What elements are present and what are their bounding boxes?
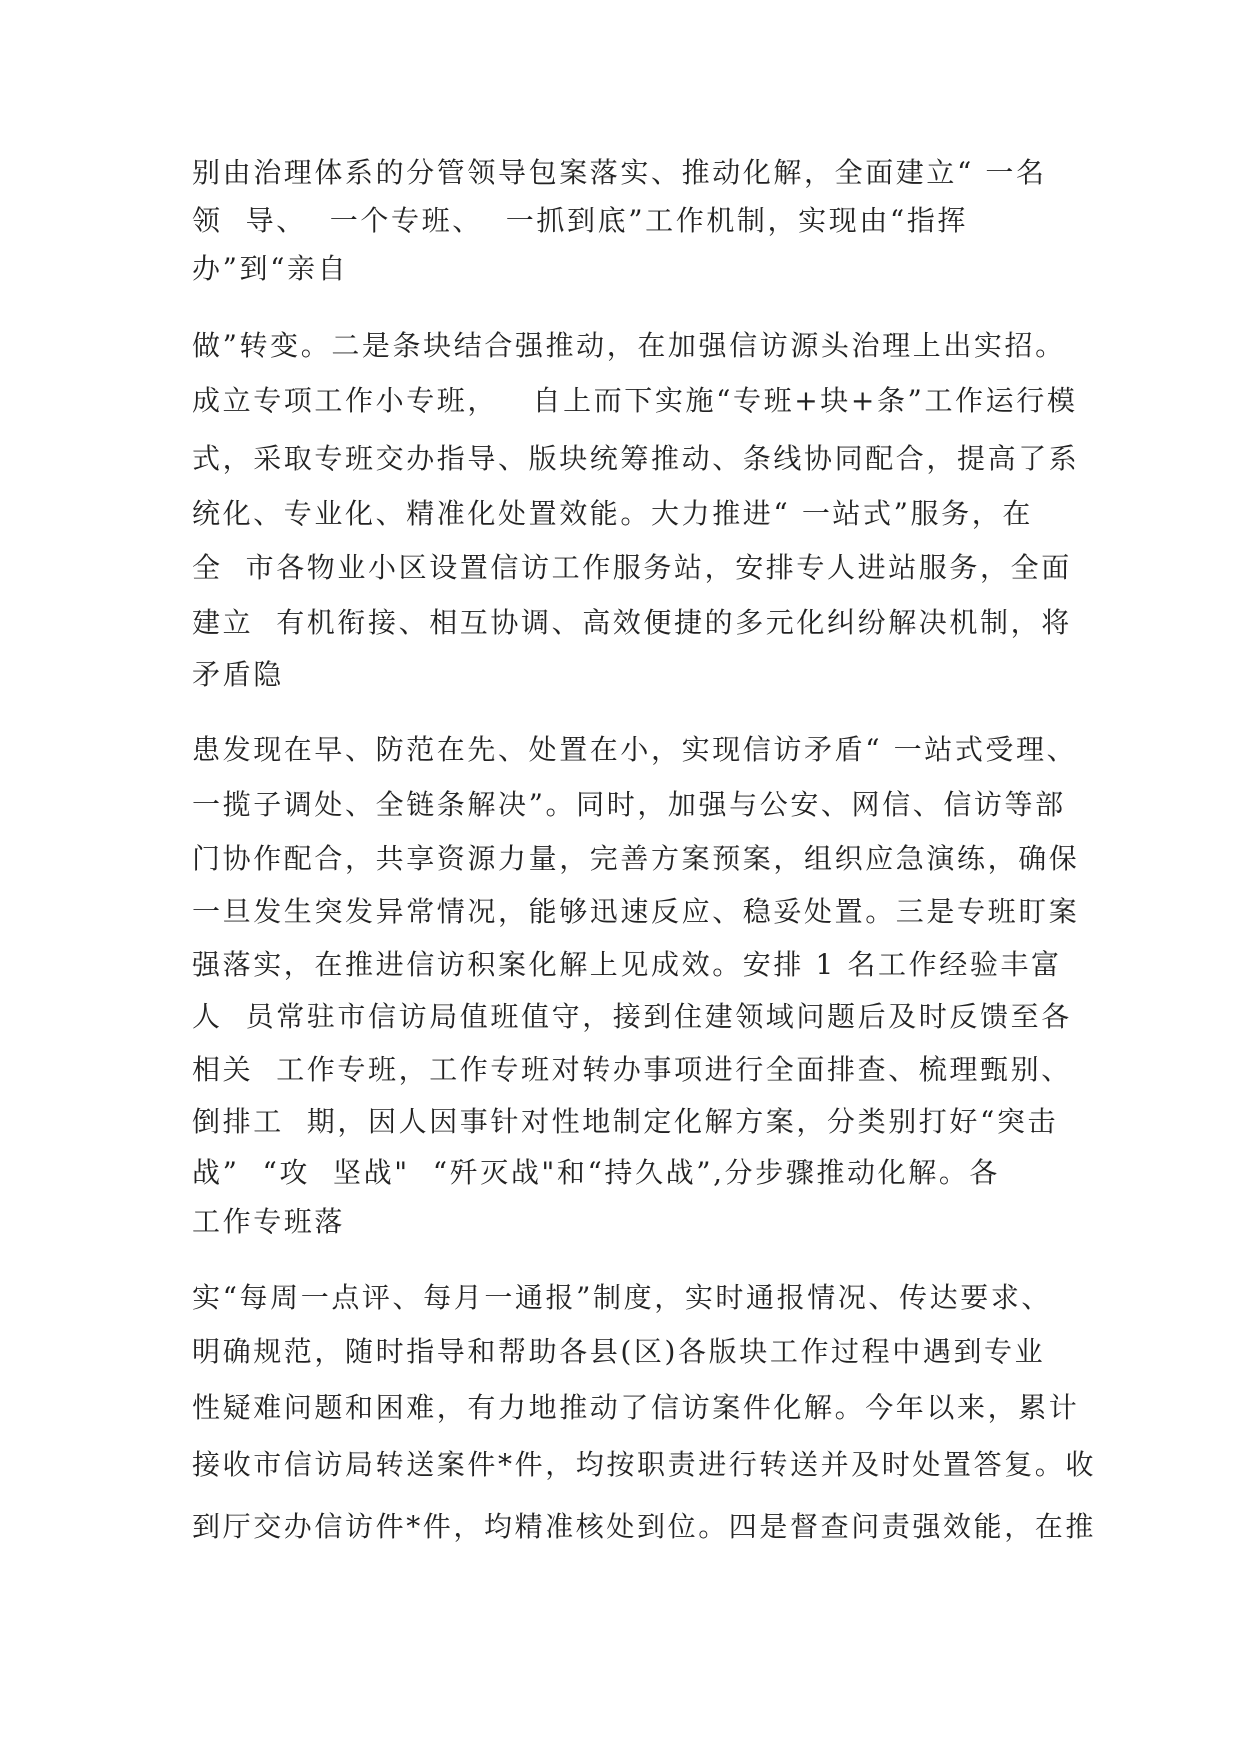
paragraph-line: 矛盾隐 [192,658,284,691]
paragraph-line: 式，采取专班交办指导、版块统筹推动、条线协同配合，提高了系 [192,442,1080,475]
paragraph-line: 门协作配合，共享资源力量，完善方案预案，组织应急演练，确保 [192,842,1080,875]
paragraph-line: 一旦发生突发异常情况，能够迅速反应、稳妥处置。三是专班盯案 [192,895,1080,928]
paragraph-line: 到厅交办信访件*件，均精准核处到位。四是督查问责强效能，在推 [192,1510,1097,1543]
paragraph-line: 工作专班落 [192,1205,346,1238]
paragraph-line: 做”转变。二是条块结合强推动，在加强信访源头治理上出实招。 [192,329,1066,362]
paragraph-line: 强落实，在推进信访积案化解上见成效。安排 1 名工作经验丰富 [192,948,1062,981]
paragraph-line: 领 导、 一个专班、 一抓到底”工作机制，实现由“指挥 [192,204,969,237]
paragraph-line: 全 市各物业小区设置信访工作服务站，安排专人进站服务，全面 [192,551,1072,584]
paragraph-line: 一揽子调处、全链条解决”。同时，加强与公安、网信、信访等部 [192,788,1066,821]
paragraph-line: 性疑难问题和困难，有力地推动了信访案件化解。今年以来，累计 [192,1391,1080,1424]
paragraph-line: 明确规范，随时指导和帮助各县(区)各版块工作过程中遇到专业 [192,1335,1046,1368]
paragraph-line: 接收市信访局转送案件*件，均按职责进行转送并及时处置答复。收 [192,1448,1097,1481]
paragraph-line: 战” “攻 坚战" “歼灭战"和“持久战”,分步骤推动化解。各 [192,1156,1001,1189]
paragraph-line: 办”到“亲自 [192,252,349,285]
paragraph-line: 相关 工作专班，工作专班对转办事项进行全面排查、梳理甄别、 [192,1053,1072,1086]
paragraph-line: 别由治理体系的分管领导包案落实、推动化解，全面建立“ 一名 [192,156,1047,189]
paragraph-line: 实“每周一点评、每月一通报”制度，实时通报情况、传达要求、 [192,1281,1053,1314]
paragraph-line: 倒排工 期，因人因事针对性地制定化解方案，分类别打好“突击 [192,1105,1059,1138]
paragraph-line: 建立 有机衔接、相互协调、高效便捷的多元化纠纷解决机制，将 [192,606,1072,639]
paragraph-line: 统化、专业化、精准化处置效能。大力推进“ 一站式”服务，在 [192,497,1033,530]
paragraph-line: 成立专项工作小专班， 自上而下实施“专班+块+条”工作运行模 [192,384,1078,417]
paragraph-line: 人 员常驻市信访局值班值守，接到住建领域问题后及时反馈至各 [192,1000,1072,1033]
paragraph-line: 患发现在早、防范在先、处置在小，实现信访矛盾“ 一站式受理、 [192,733,1078,766]
